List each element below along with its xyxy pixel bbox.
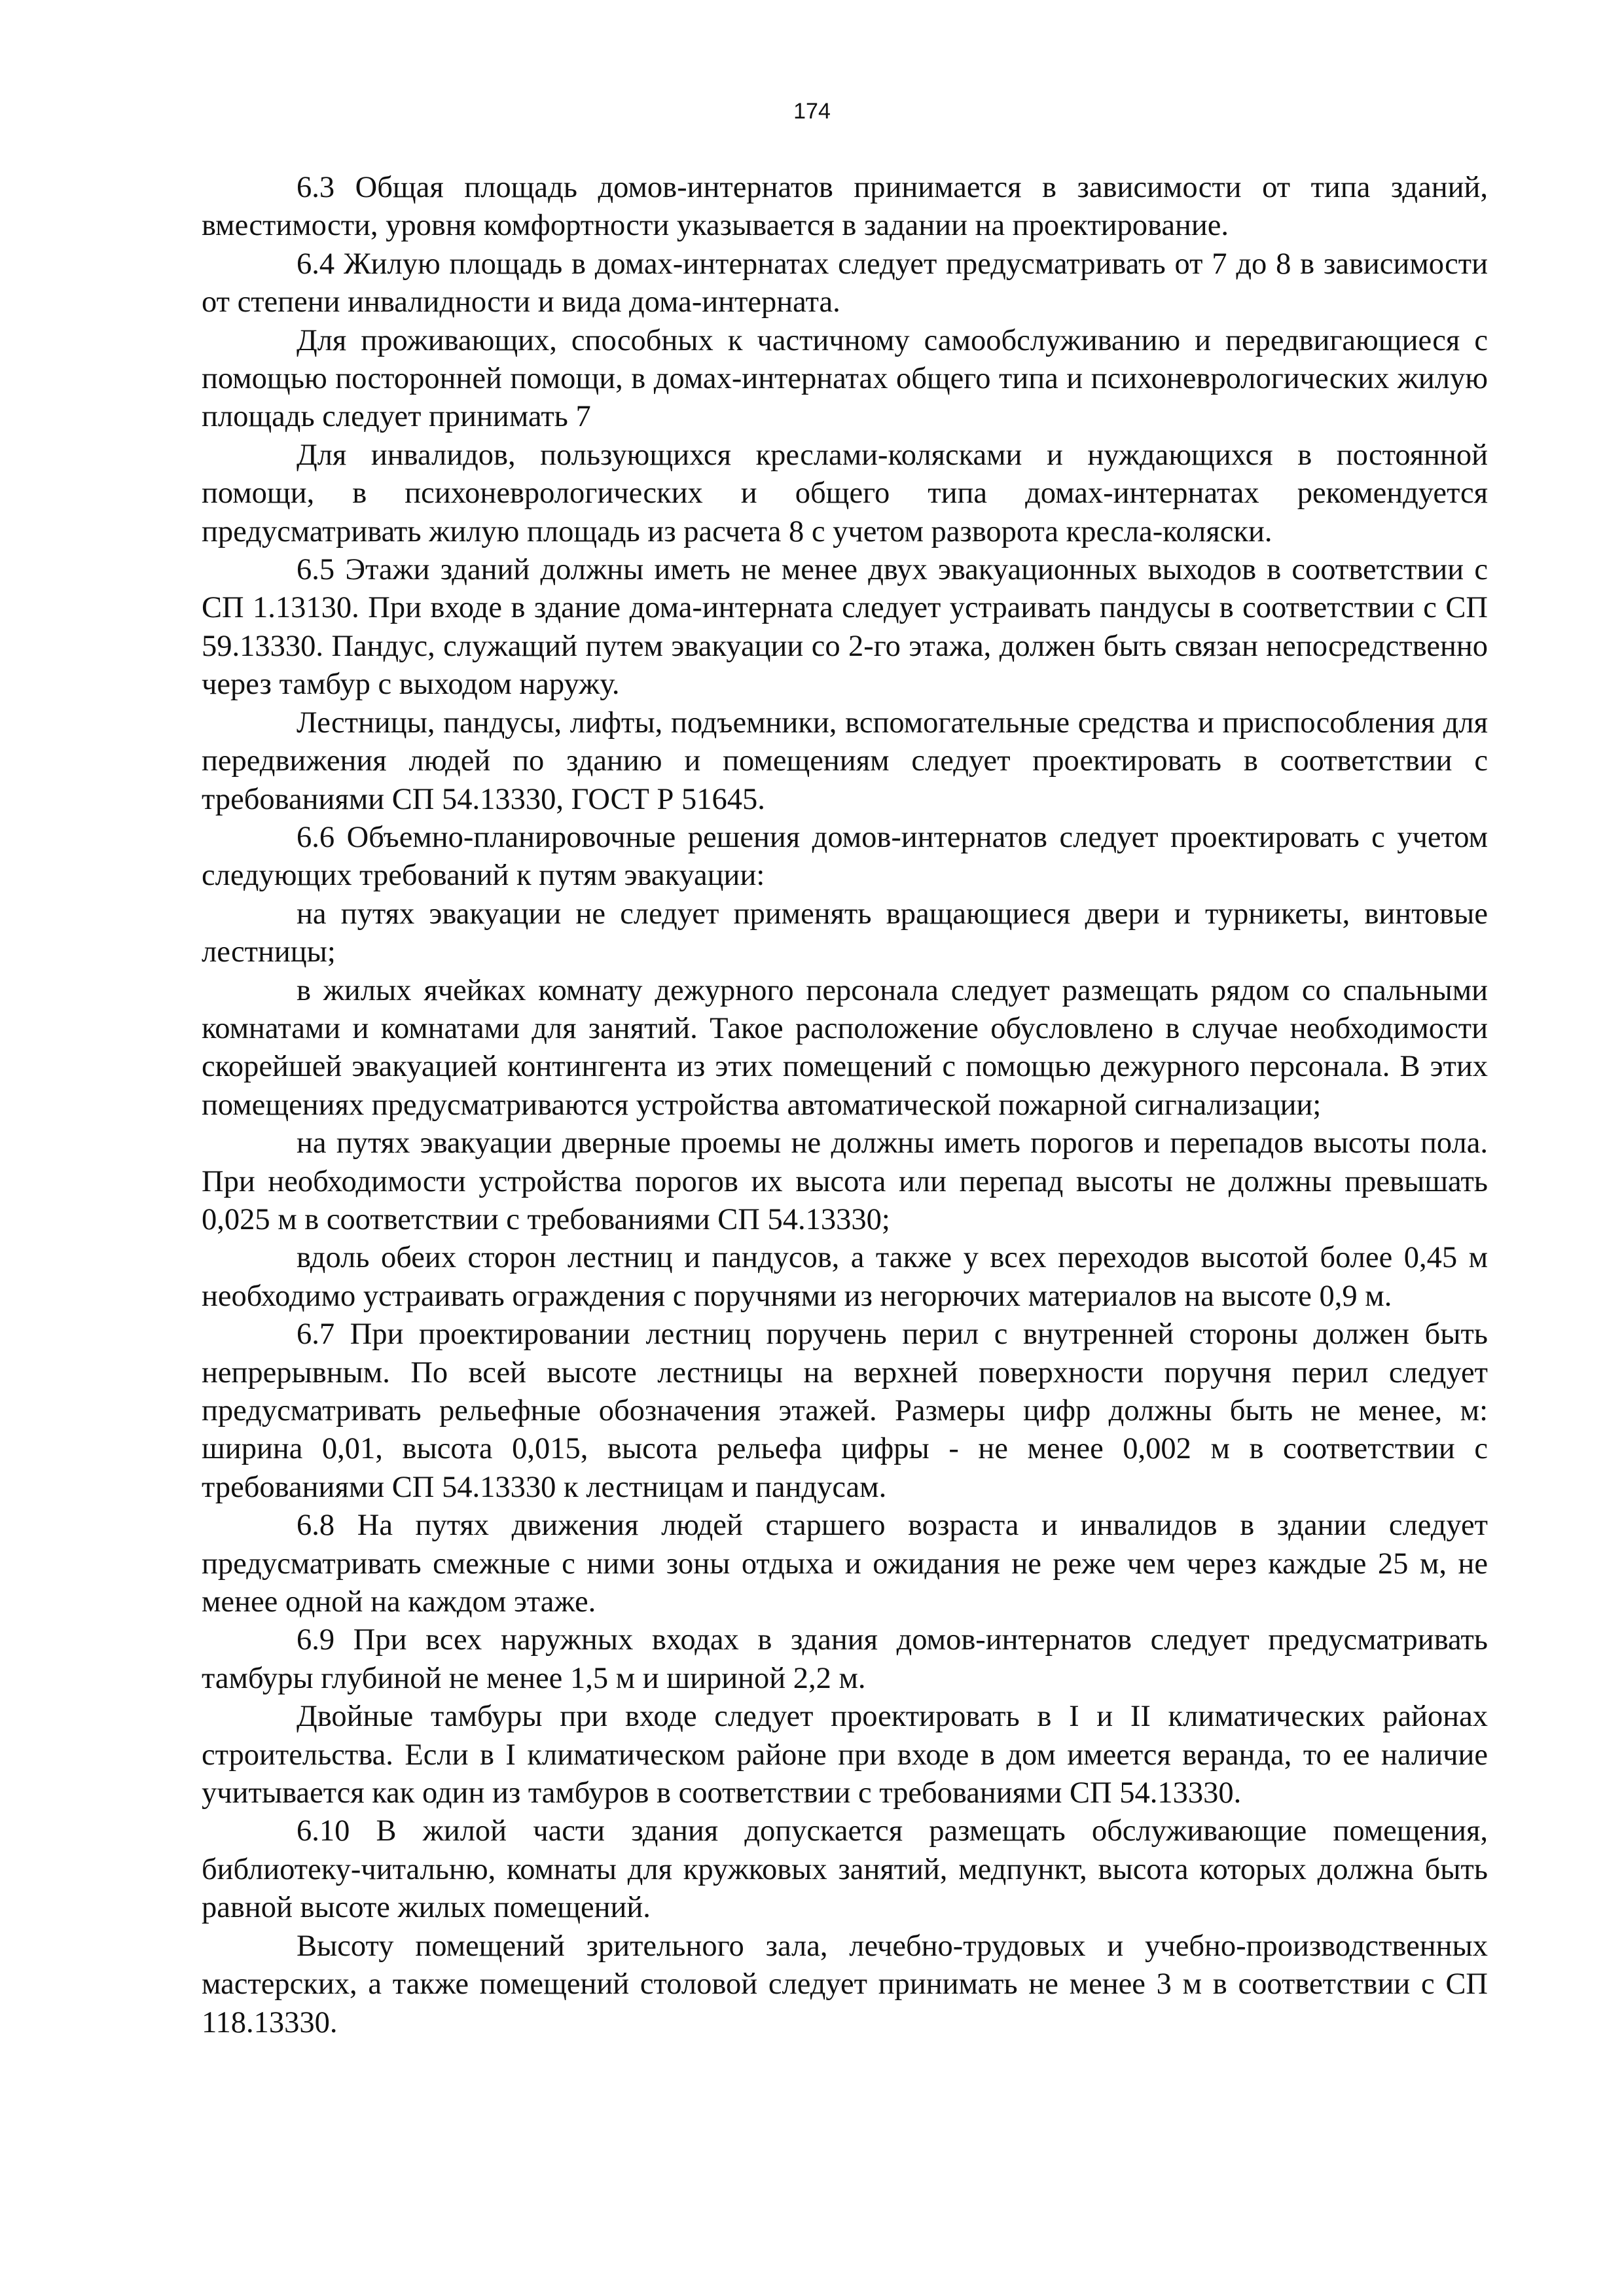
- paragraph-self-service-residents: Для проживающих, способных к частичному самообслуживанию и передвигающиеся с помощью посторонней помощи, в домах-интернатах общего типа и психоневрологических жилую площадь следует принимать 7: [202, 323, 1488, 434]
- paragraph-no-revolving-doors: на путях эвакуации не следует применять вращающиеся двери и турникеты, винтовые лестницы;: [202, 897, 1488, 969]
- paragraph-6-9: 6.9 При всех наружных входах в здания домов-интернатов следует предусматривать тамбуры глубиной не менее 1,5 м и шириной 2,2 м.: [202, 1623, 1488, 1695]
- paragraph-6-6: 6.6 Объемно-планировочные решения домов-интернатов следует проектировать с учетом следующих требований к путям эвакуации:: [202, 820, 1488, 893]
- paragraph-stairs-ramps-lifts: Лестницы, пандусы, лифты, подъемники, вспомогательные средства и приспособления для передвижения людей по зданию и помещениям следует проектировать в соответствии с требованиями СП 54.13330, ГОСТ Р 51645.: [202, 706, 1488, 816]
- paragraph-door-thresholds: на путях эвакуации дверные проемы не должны иметь порогов и перепадов высоты пола. При необходимости устройства порогов их высота или перепад высоты не должны превышать 0,025 м в соответствии с требованиями СП 54.13330;: [202, 1126, 1488, 1236]
- paragraph-6-10: 6.10 В жилой части здания допускается размещать обслуживающие помещения, библиотеку-читальню, комнаты для кружковых занятий, медпункт, высота которых должна быть равной высоте жилых помещений.: [202, 1814, 1488, 1925]
- paragraph-wheelchair-users: Для инвалидов, пользующихся креслами-колясками и нуждающихся в постоянной помощи, в психоневрологических и общего типа домах-интернатах рекомендуется предусматривать жилую площадь из расчета 8 с учетом разворота кресла-коляски.: [202, 438, 1488, 548]
- paragraph-6-5: 6.5 Этажи зданий должны иметь не менее двух эвакуационных выходов в соответствии с СП 1.13130. При входе в здание дома-интерната следует устраивать пандусы в соответствии с СП 59.13330. Пандус, служащий путем эвакуации со 2-го этажа, должен быть связан непосредственно через тамбур с выходом наружу.: [202, 553, 1488, 702]
- paragraph-6-3: 6.3 Общая площадь домов-интернатов принимается в зависимости от типа зданий, вместимости, уровня комфортности указывается в задании на проектирование.: [202, 171, 1488, 243]
- paragraph-duty-staff-room: в жилых ячейках комнату дежурного персонала следует размещать рядом со спальными комнатами и комнатами для занятий. Такое расположение обусловлено в случае необходимости скорейшей эвакуацией контингента из этих помещений с помощью дежурного персонала. В этих помещениях предусматриваются устройства автоматической пожарной сигнализации;: [202, 973, 1488, 1122]
- paragraph-double-vestibules: Двойные тамбуры при входе следует проектировать в I и II климатических районах строительства. Если в I климатическом районе при входе в дом имеется веранда, то ее наличие учитывается как один из тамбуров в соответствии с требованиями СП 54.13330.: [202, 1700, 1488, 1810]
- paragraph-room-heights: Высоту помещений зрительного зала, лечебно-трудовых и учебно-производственных мастерских, а также помещений столовой следует принимать не менее 3 м в соответствии с СП 118.13330.: [202, 1929, 1488, 2039]
- document-body: [202, 169, 1488, 2042]
- paragraph-6-4: 6.4 Жилую площадь в домах-интернатах следует предусматривать от 7 до 8 в зависимости от степени инвалидности и вида дома-интерната.: [202, 247, 1488, 319]
- paragraph-6-8: 6.8 На путях движения людей старшего возраста и инвалидов в здании следует предусматривать смежные с ними зоны отдыха и ожидания не реже чем через каждые 25 м, не менее одной на каждом этаже.: [202, 1509, 1488, 1619]
- paragraph-6-7: 6.7 При проектировании лестниц поручень перил с внутренней стороны должен быть непрерывным. По всей высоте лестницы на верхней поверхности поручня перил следует предусматривать рельефные обозначения этажей. Размеры цифр должны быть не менее, м: ширина 0,01, высота 0,015, высота рельефа цифры - не менее 0,002 м в соответствии с требованиями СП 54.13330 к лестницам и пандусам.: [202, 1318, 1488, 1504]
- paragraph-handrail-fencing: вдоль обеих сторон лестниц и пандусов, а также у всех переходов высотой более 0,45 м необходимо устраивать ограждения с поручнями из негорючих материалов на высоте 0,9 м.: [202, 1241, 1488, 1313]
- page-number: 174: [793, 99, 831, 124]
